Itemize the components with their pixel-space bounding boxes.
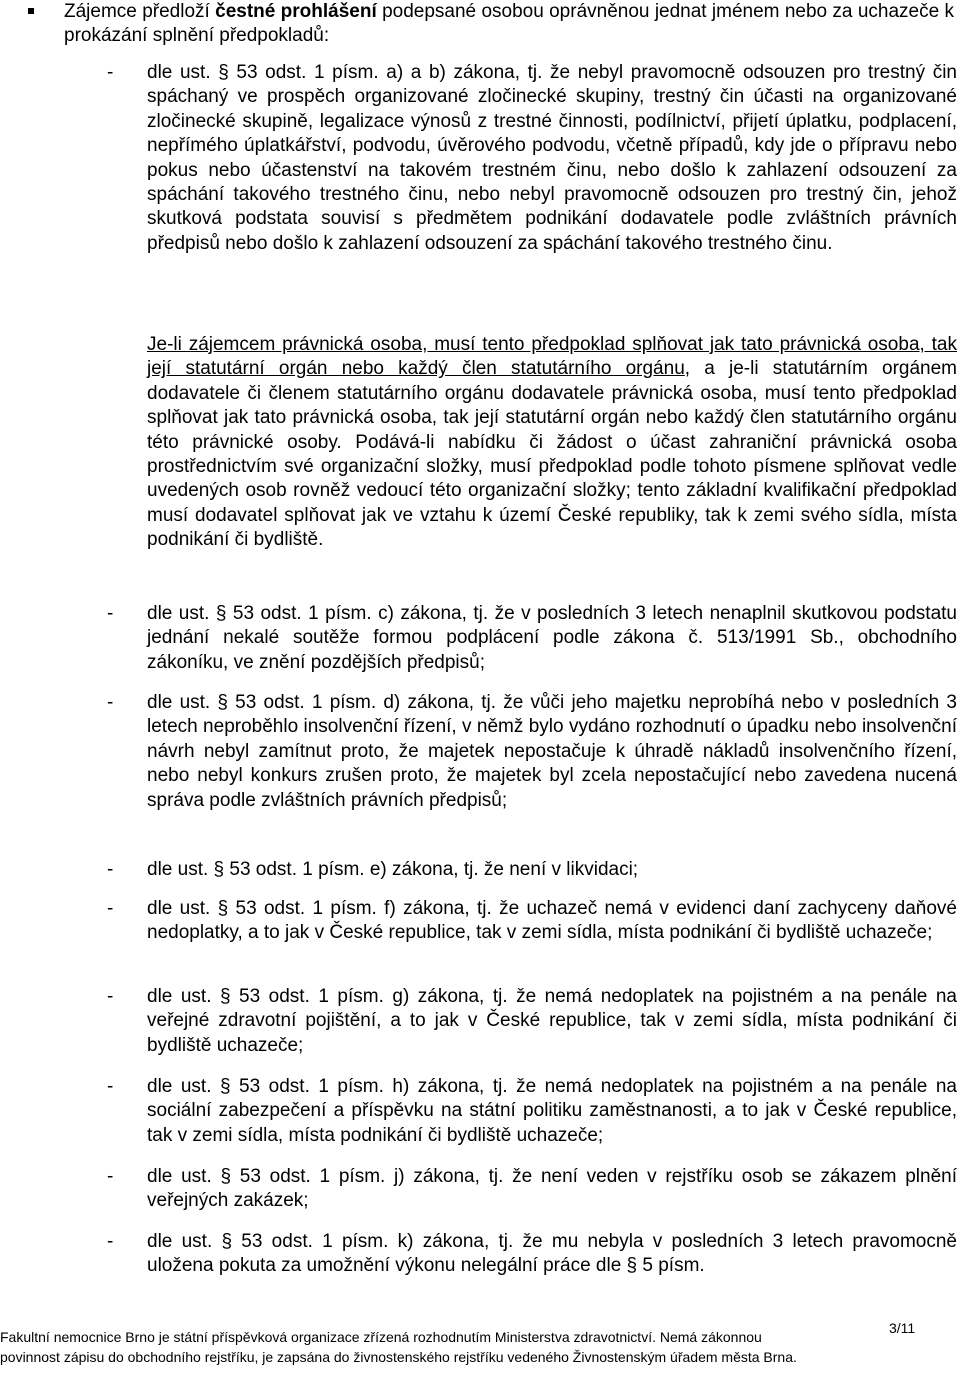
list-item [107, 691, 957, 813]
dash-marker: - [107, 603, 114, 624]
list-item-text: dle ust. § 53 odst. 1 písm. d) zákona, tj. že vůči jeho majetku neprobíhá nebo v posledních 3 letech neproběhlo insolvenční řízení, v němž bylo vydáno rozhodnutí o úpadku nebo insolvenční návrh nebyl zamítnut proto, že majetek nepostačuje k úhradě nákladů insolvenčního řízení, nebo nebyl konkurs zrušen proto, že majetek byl zcela nepostačující nebo zavedena nucená správa podle zvláštních právních předpisů; [147, 692, 957, 811]
intro-bold: čestné prohlášení [215, 1, 377, 22]
list-item-text: dle ust. § 53 odst. 1 písm. k) zákona, tj. že mu nebyla v posledních 3 letech pravomocně uložena pokuta za umožnění výkonu nelegální práce dle § 5 písm. [147, 1231, 957, 1277]
paragraph-text: , a je-li statutárním orgánem dodavatele či členem statutárního orgánu dodavatele právnická osoba, musí tento předpoklad splňovat jak tato právnická osoba, tak její statutární orgán nebo každý člen statutárního orgánu této právnické osoby. Podává-li nabídku či žádost o účast zahraniční právnická osoba prostřednictvím své organizační složky, musí předpoklad podle tohoto písmene splňovat vedle uvedených osob rovněž vedoucí této organizační složky; tento základní kvalifikační předpoklad musí dodavatel splňovat jak ve vztahu k území České republiky, tak k zemi svého sídla, místa podnikání či bydliště. [147, 358, 957, 551]
footer [0, 1327, 960, 1367]
list-item-text: dle ust. § 53 odst. 1 písm. j) zákona, tj. že není veden v rejstříku osob se zákazem plnění veřejných zakázek; [147, 1166, 957, 1212]
list-item-text: dle ust. § 53 odst. 1 písm. h) zákona, tj. že nemá nedoplatek na pojistném a na penále na sociální zabezpečení a příspěvku na státní politiku zaměstnanosti, a to jak v České republice, tak v zemi sídla, místa podnikání či bydliště uchazeče; [147, 1076, 957, 1146]
list-item [107, 897, 957, 946]
intro-suffix: podepsané osobou oprávněnou jednat jménem nebo za uchazeče k prokázání splnění předpokladů: [64, 1, 954, 47]
list-item-text: dle ust. § 53 odst. 1 písm. f) zákona, tj. že uchazeč nemá v evidenci daní zachyceny daňové nedoplatky, a to jak v České republice, tak v zemi sídla, místa podnikání či bydliště uchazeče; [147, 898, 957, 944]
square-bullet-icon [28, 8, 34, 14]
list-item-text: dle ust. § 53 odst. 1 písm. c) zákona, tj. že v posledních 3 letech nenaplnil skutkovou podstatu jednání nekalé soutěže formou podplácení podle zákona č. 513/1991 Sb., obchodního zákoníku, ve znění pozdějších předpisů; [147, 603, 957, 673]
list-item [107, 1230, 957, 1279]
list-item-text: dle ust. § 53 odst. 1 písm. e) zákona, tj. že není v likvidaci; [147, 859, 639, 880]
legal-person-paragraph [147, 333, 957, 553]
intro-paragraph [64, 0, 954, 49]
list-item-text: dle ust. § 53 odst. 1 písm. g) zákona, tj. že nemá nedoplatek na pojistném a na penále na veřejné zdravotní pojištění, a to jak v České republice, tak v zemi sídla, místa podnikání či bydliště uchazeče; [147, 986, 957, 1056]
page-number: 3/11 [889, 1320, 916, 1336]
list-item [107, 985, 957, 1058]
dash-marker: - [107, 898, 114, 919]
dash-marker: - [107, 859, 114, 880]
list-item [107, 602, 957, 675]
dash-marker: - [107, 986, 114, 1007]
footer-line: Fakultní nemocnice Brno je státní příspěvková organizace zřízená rozhodnutím Ministerstva zdravotnictví. Nemá zákonnou [0, 1329, 762, 1345]
list-item [107, 858, 957, 882]
dash-marker: - [107, 692, 114, 713]
dash-marker: - [107, 1076, 114, 1097]
underlined-text: Je-li zájemcem právnická osoba, musí tento předpoklad splňovat jak tato právnická osoba, tak její statutární orgán nebo každý člen statutárního orgánu [147, 334, 957, 380]
intro-prefix: Zájemce předloží [64, 1, 216, 22]
dash-marker: - [107, 1231, 114, 1252]
list-item [107, 1165, 957, 1214]
list-item [107, 61, 957, 256]
dash-marker: - [107, 1166, 114, 1187]
footer-line: povinnost zápisu do obchodního rejstříku, je zapsána do živnostenského rejstříku vedeného Živnostenským úřadem města Brna. [0, 1349, 797, 1365]
list-item-text: dle ust. § 53 odst. 1 písm. a) a b) zákona, tj. že nebyl pravomocně odsouzen pro trestný čin spáchaný ve prospěch organizované zločinecké skupiny, trestný čin účasti na organizované zločinecké skupině, legalizace výnosů z trestné činnosti, podílnictví, přijetí úplatku, podplacení, nepřímého úplatkářství, podvodu, úvěrového podvodu, včetně případů, kdy jde o přípravu nebo pokus nebo účastenství na takovém trestném činu, nebo došlo k zahlazení odsouzení za spáchání takového trestného činu, nebo nebyl pravomocně odsouzen pro trestný čin, jehož skutková podstata souvisí s předmětem podnikání dodavatele podle zvláštních právních předpisů nebo došlo k zahlazení odsouzení za spáchání takového trestného činu. [147, 62, 957, 254]
dash-marker: - [107, 62, 114, 83]
list-item [107, 1075, 957, 1148]
